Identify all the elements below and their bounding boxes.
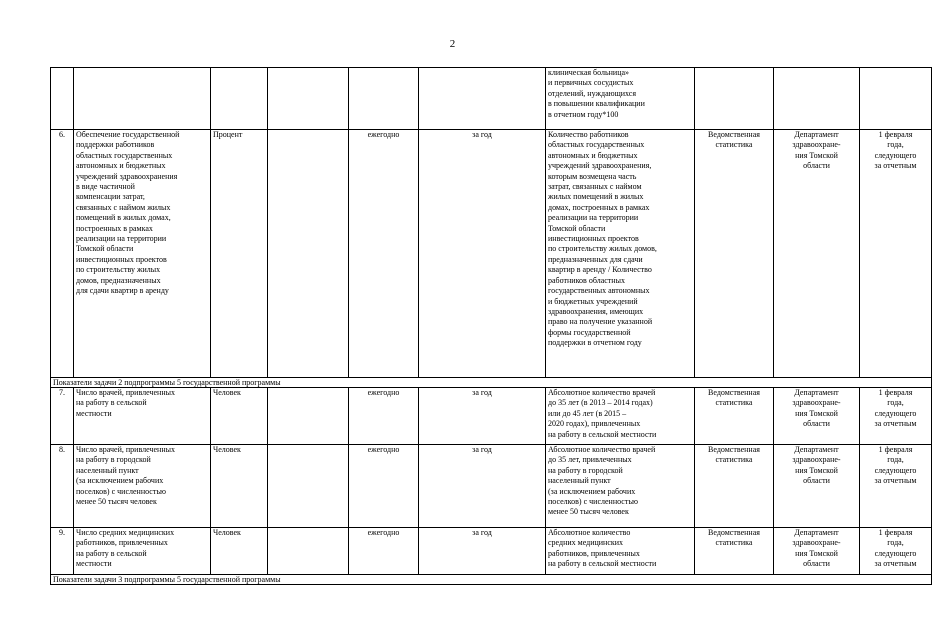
table-body xyxy=(51,68,932,585)
periodicity-cell: ежегодно xyxy=(349,388,419,445)
unit-cell: Процент xyxy=(211,130,268,378)
source-cell xyxy=(695,68,774,130)
time-cell: за год xyxy=(419,130,546,378)
page-number: 2 xyxy=(449,38,456,50)
time-cell: за год xyxy=(419,388,546,445)
unit-cell: Человек xyxy=(211,528,268,575)
formula-cell: Количество работников областных государственных автономных и бюджетных учреждений здравоохранения, которым возмещена часть затрат, связанных с наймом жилых помещений в жилых домах, построенных в рамках реализации на территории Томской области инвестиционных проектов по строительству жилых домов, предназначенных для сдачи квартир в аренду / Количество работников областных государственных автономных и бюджетных учреждений здравоохранения, имеющих право на получение указанной формы государственной поддержки в отчетном году xyxy=(546,130,695,378)
indicator-name: Обеспечение государственной поддержки работников областных государственных автономных и бюджетных учреждений здравоохранения в виде частичной компенсации затрат, связанных с наймом жилых помещений в жилых домах, построенных в рамках реализации на территории Томской области инвестиционных проектов по строительству жилых домов, предназначенных для сдачи квартир в аренду xyxy=(74,130,211,378)
empty-cell xyxy=(268,528,349,575)
indicator-name: Число врачей, привлеченных на работу в городской населенный пункт (за исключением рабочих поселков) с численностью менее 50 тысяч человек xyxy=(74,445,211,528)
time-cell xyxy=(419,68,546,130)
table-row xyxy=(51,68,932,130)
row-number: 9. xyxy=(51,528,74,575)
empty-cell xyxy=(268,130,349,378)
table-row xyxy=(51,130,932,378)
deadline-cell xyxy=(860,68,932,130)
responsible-cell: Департамент здравоохране- ния Томской области xyxy=(774,388,860,445)
responsible-cell: Департамент здравоохране- ния Томской области xyxy=(774,528,860,575)
source-cell: Ведомственная статистика xyxy=(695,388,774,445)
deadline-cell: 1 февраля года, следующего за отчетным xyxy=(860,388,932,445)
deadline-cell: 1 февраля года, следующего за отчетным xyxy=(860,130,932,378)
indicators-table xyxy=(50,67,932,585)
periodicity-cell: ежегодно xyxy=(349,445,419,528)
unit-cell xyxy=(211,68,268,130)
empty-cell xyxy=(268,445,349,528)
deadline-cell: 1 февраля года, следующего за отчетным xyxy=(860,528,932,575)
indicator-name xyxy=(74,68,211,130)
row-number: 7. xyxy=(51,388,74,445)
responsible-cell xyxy=(774,68,860,130)
formula-cell: Абсолютное количество врачей до 35 лет, привлеченных на работу в городской населенный пункт (за исключением рабочих поселков) с численностью менее 50 тысяч человек xyxy=(546,445,695,528)
formula-cell: Абсолютное количество средних медицинских работников, привлеченных на работу в сельской местности xyxy=(546,528,695,575)
unit-cell: Человек xyxy=(211,445,268,528)
section-row xyxy=(51,378,932,388)
row-number xyxy=(51,68,74,130)
indicator-name: Число врачей, привлеченных на работу в сельской местности xyxy=(74,388,211,445)
table-row xyxy=(51,388,932,445)
indicator-name: Число средних медицинских работников, привлеченных на работу в сельской местности xyxy=(74,528,211,575)
row-number: 6. xyxy=(51,130,74,378)
source-cell: Ведомственная статистика xyxy=(695,130,774,378)
table-row xyxy=(51,445,932,528)
time-cell: за год xyxy=(419,528,546,575)
unit-cell: Человек xyxy=(211,388,268,445)
responsible-cell: Департамент здравоохране- ния Томской области xyxy=(774,445,860,528)
time-cell: за год xyxy=(419,445,546,528)
periodicity-cell: ежегодно xyxy=(349,130,419,378)
row-number: 8. xyxy=(51,445,74,528)
periodicity-cell: ежегодно xyxy=(349,528,419,575)
empty-cell xyxy=(268,388,349,445)
empty-cell xyxy=(268,68,349,130)
source-cell: Ведомственная статистика xyxy=(695,528,774,575)
section-heading: Показатели задачи 2 подпрограммы 5 государственной программы xyxy=(51,378,932,388)
table-row xyxy=(51,528,932,575)
deadline-cell: 1 февраля года, следующего за отчетным xyxy=(860,445,932,528)
periodicity-cell xyxy=(349,68,419,130)
formula-cell: Абсолютное количество врачей до 35 лет (в 2013 – 2014 годах) или до 45 лет (в 2015 – 2020 годах), привлеченных на работу в сельской местности xyxy=(546,388,695,445)
section-row xyxy=(51,575,932,585)
source-cell: Ведомственная статистика xyxy=(695,445,774,528)
section-heading: Показатели задачи 3 подпрограммы 5 государственной программы xyxy=(51,575,932,585)
responsible-cell: Департамент здравоохране- ния Томской области xyxy=(774,130,860,378)
formula-cell: клиническая больница» и первичных сосудистых отделений, нуждающихся в повышении квалификации в отчетном году*100 xyxy=(546,68,695,130)
